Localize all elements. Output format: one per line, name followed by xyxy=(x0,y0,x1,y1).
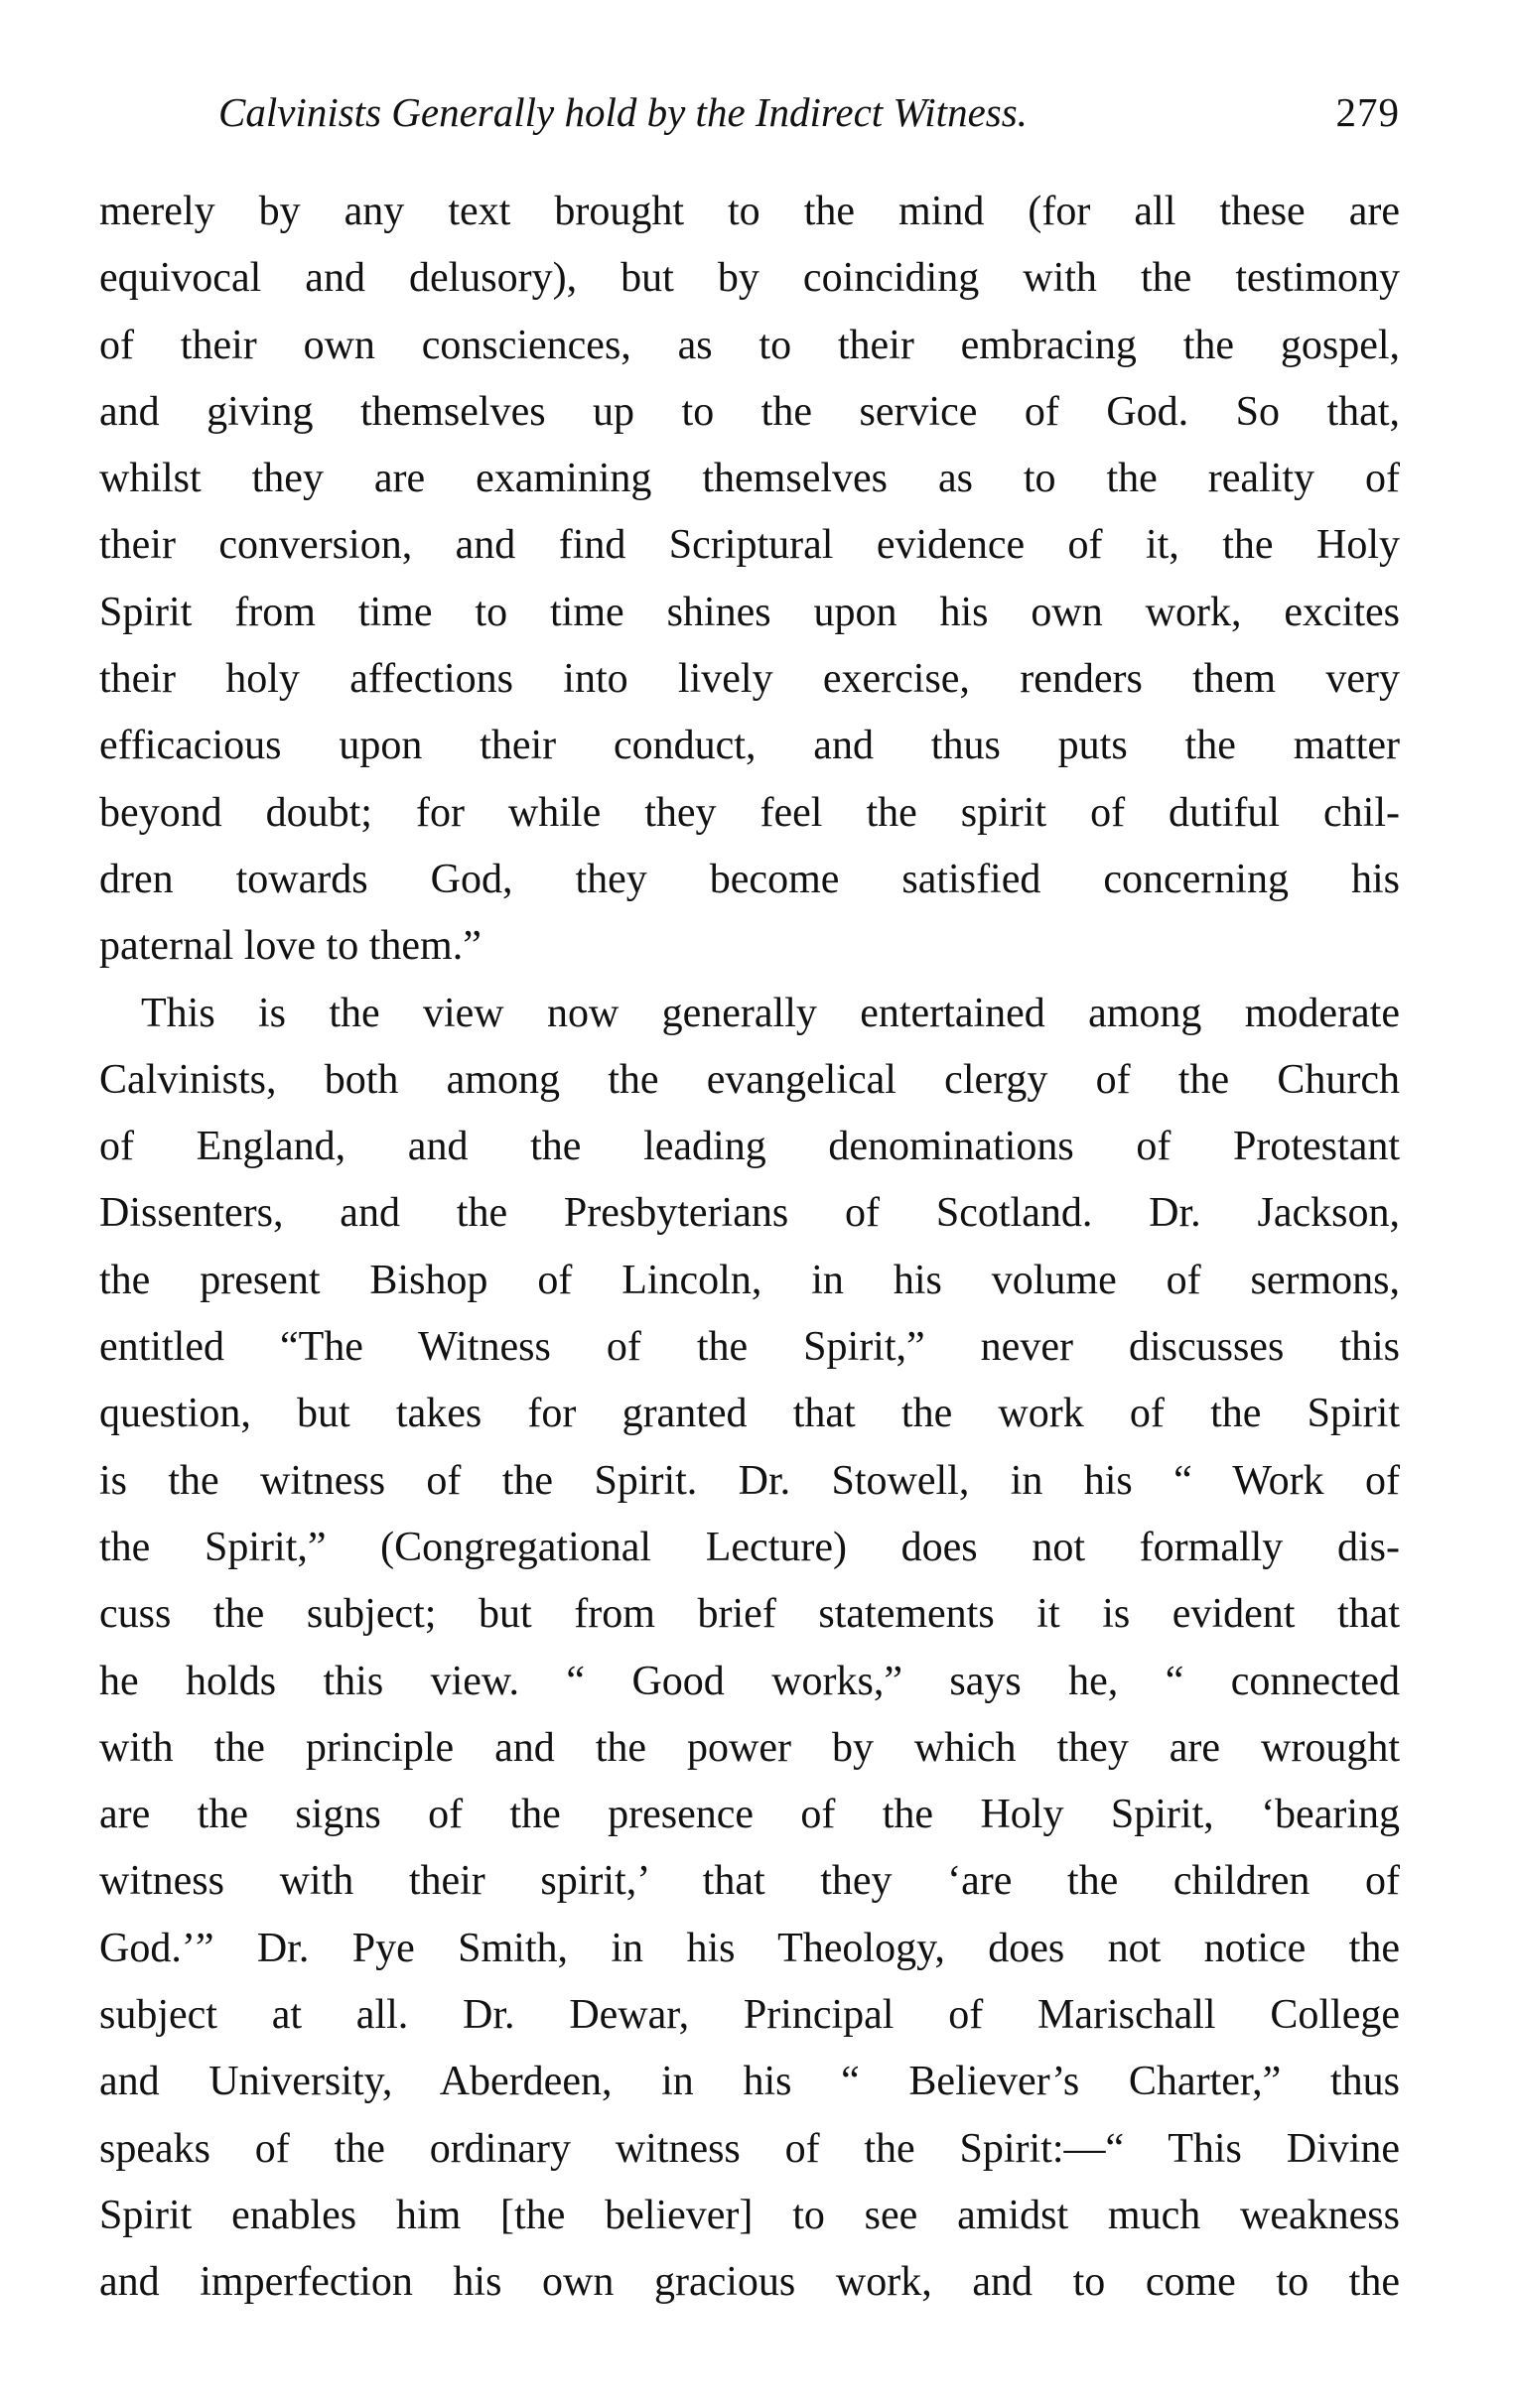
text-line: efficacious upon their conduct, and thus puts the matter xyxy=(99,723,1400,769)
text-line: whilst they are examining themselves as to the reality of xyxy=(99,456,1400,502)
paragraph-calvinist-view xyxy=(99,981,1400,2317)
text-line: and University, Aberdeen, in his “ Believer’s Charter,” thus xyxy=(99,2059,1400,2105)
text-line: Spirit enables him [the believer] to see amidst much weakness xyxy=(99,2192,1400,2238)
text-line: witness with their spirit,’ that they ‘are the children of xyxy=(99,1858,1400,1905)
text-line: their conversion, and find Scriptural evidence of it, the Holy xyxy=(99,522,1400,569)
running-title: Calvinists Generally hold by the Indirect Witness. xyxy=(218,89,1028,135)
text-line: cuss the subject; but from brief statements it is evident that xyxy=(99,1591,1400,1638)
text-line: Spirit from time to time shines upon his own work, excites xyxy=(99,589,1400,635)
text-line: subject at all. Dr. Dewar, Principal of Marischall College xyxy=(99,1992,1400,2039)
text-line: the Spirit,” (Congregational Lecture) does not formally dis- xyxy=(99,1524,1400,1570)
text-line: of England, and the leading denominations of Protestant xyxy=(99,1124,1400,1170)
text-line: speaks of the ordinary witness of the Spirit:—“ This Divine xyxy=(99,2125,1400,2172)
text-line: dren towards God, they become satisfied concerning his xyxy=(99,856,1400,902)
text-line: are the signs of the presence of the Holy Spirit, ‘bearing xyxy=(99,1792,1400,1838)
text-line: of their own consciences, as to their embracing the gospel, xyxy=(99,322,1400,368)
text-line: This is the view now generally entertained among moderate xyxy=(141,990,1400,1036)
text-line: paternal love to them.” xyxy=(99,923,482,970)
page-number: 279 xyxy=(1335,89,1400,135)
text-line: Calvinists, both among the evangelical clergy of the Church xyxy=(99,1056,1400,1103)
text-line: he holds this view. “ Good works,” says he, “ connected xyxy=(99,1658,1400,1704)
text-line: and imperfection his own gracious work, and to come to the xyxy=(99,2259,1400,2306)
text-line: the present Bishop of Lincoln, in his volume of sermons, xyxy=(99,1257,1400,1303)
text-line: beyond doubt; for while they feel the spirit of dutiful chil- xyxy=(99,789,1400,836)
text-line: equivocal and delusory), but by coinciding with the testimony xyxy=(99,255,1400,302)
text-line: Dissenters, and the Presbyterians of Scotland. Dr. Jackson, xyxy=(99,1190,1400,1237)
text-line: question, but takes for granted that the work of the Spirit xyxy=(99,1391,1400,1437)
text-line: is the witness of the Spirit. Dr. Stowell, in his “ Work of xyxy=(99,1457,1400,1504)
text-line: merely by any text brought to the mind (for all these are xyxy=(99,189,1400,234)
text-line: God.’” Dr. Pye Smith, in his Theology, does not notice the xyxy=(99,1925,1400,1971)
running-head xyxy=(99,77,1400,147)
text-line: with the principle and the power by which they are wrought xyxy=(99,1724,1400,1771)
body-text xyxy=(99,179,1400,2317)
text-line: their holy affections into lively exercise, renders them very xyxy=(99,656,1400,703)
text-line: and giving themselves up to the service of God. So that, xyxy=(99,388,1400,435)
text-line: entitled “The Witness of the Spirit,” never discusses this xyxy=(99,1324,1400,1371)
paragraph-continued-quotation xyxy=(99,179,1400,981)
